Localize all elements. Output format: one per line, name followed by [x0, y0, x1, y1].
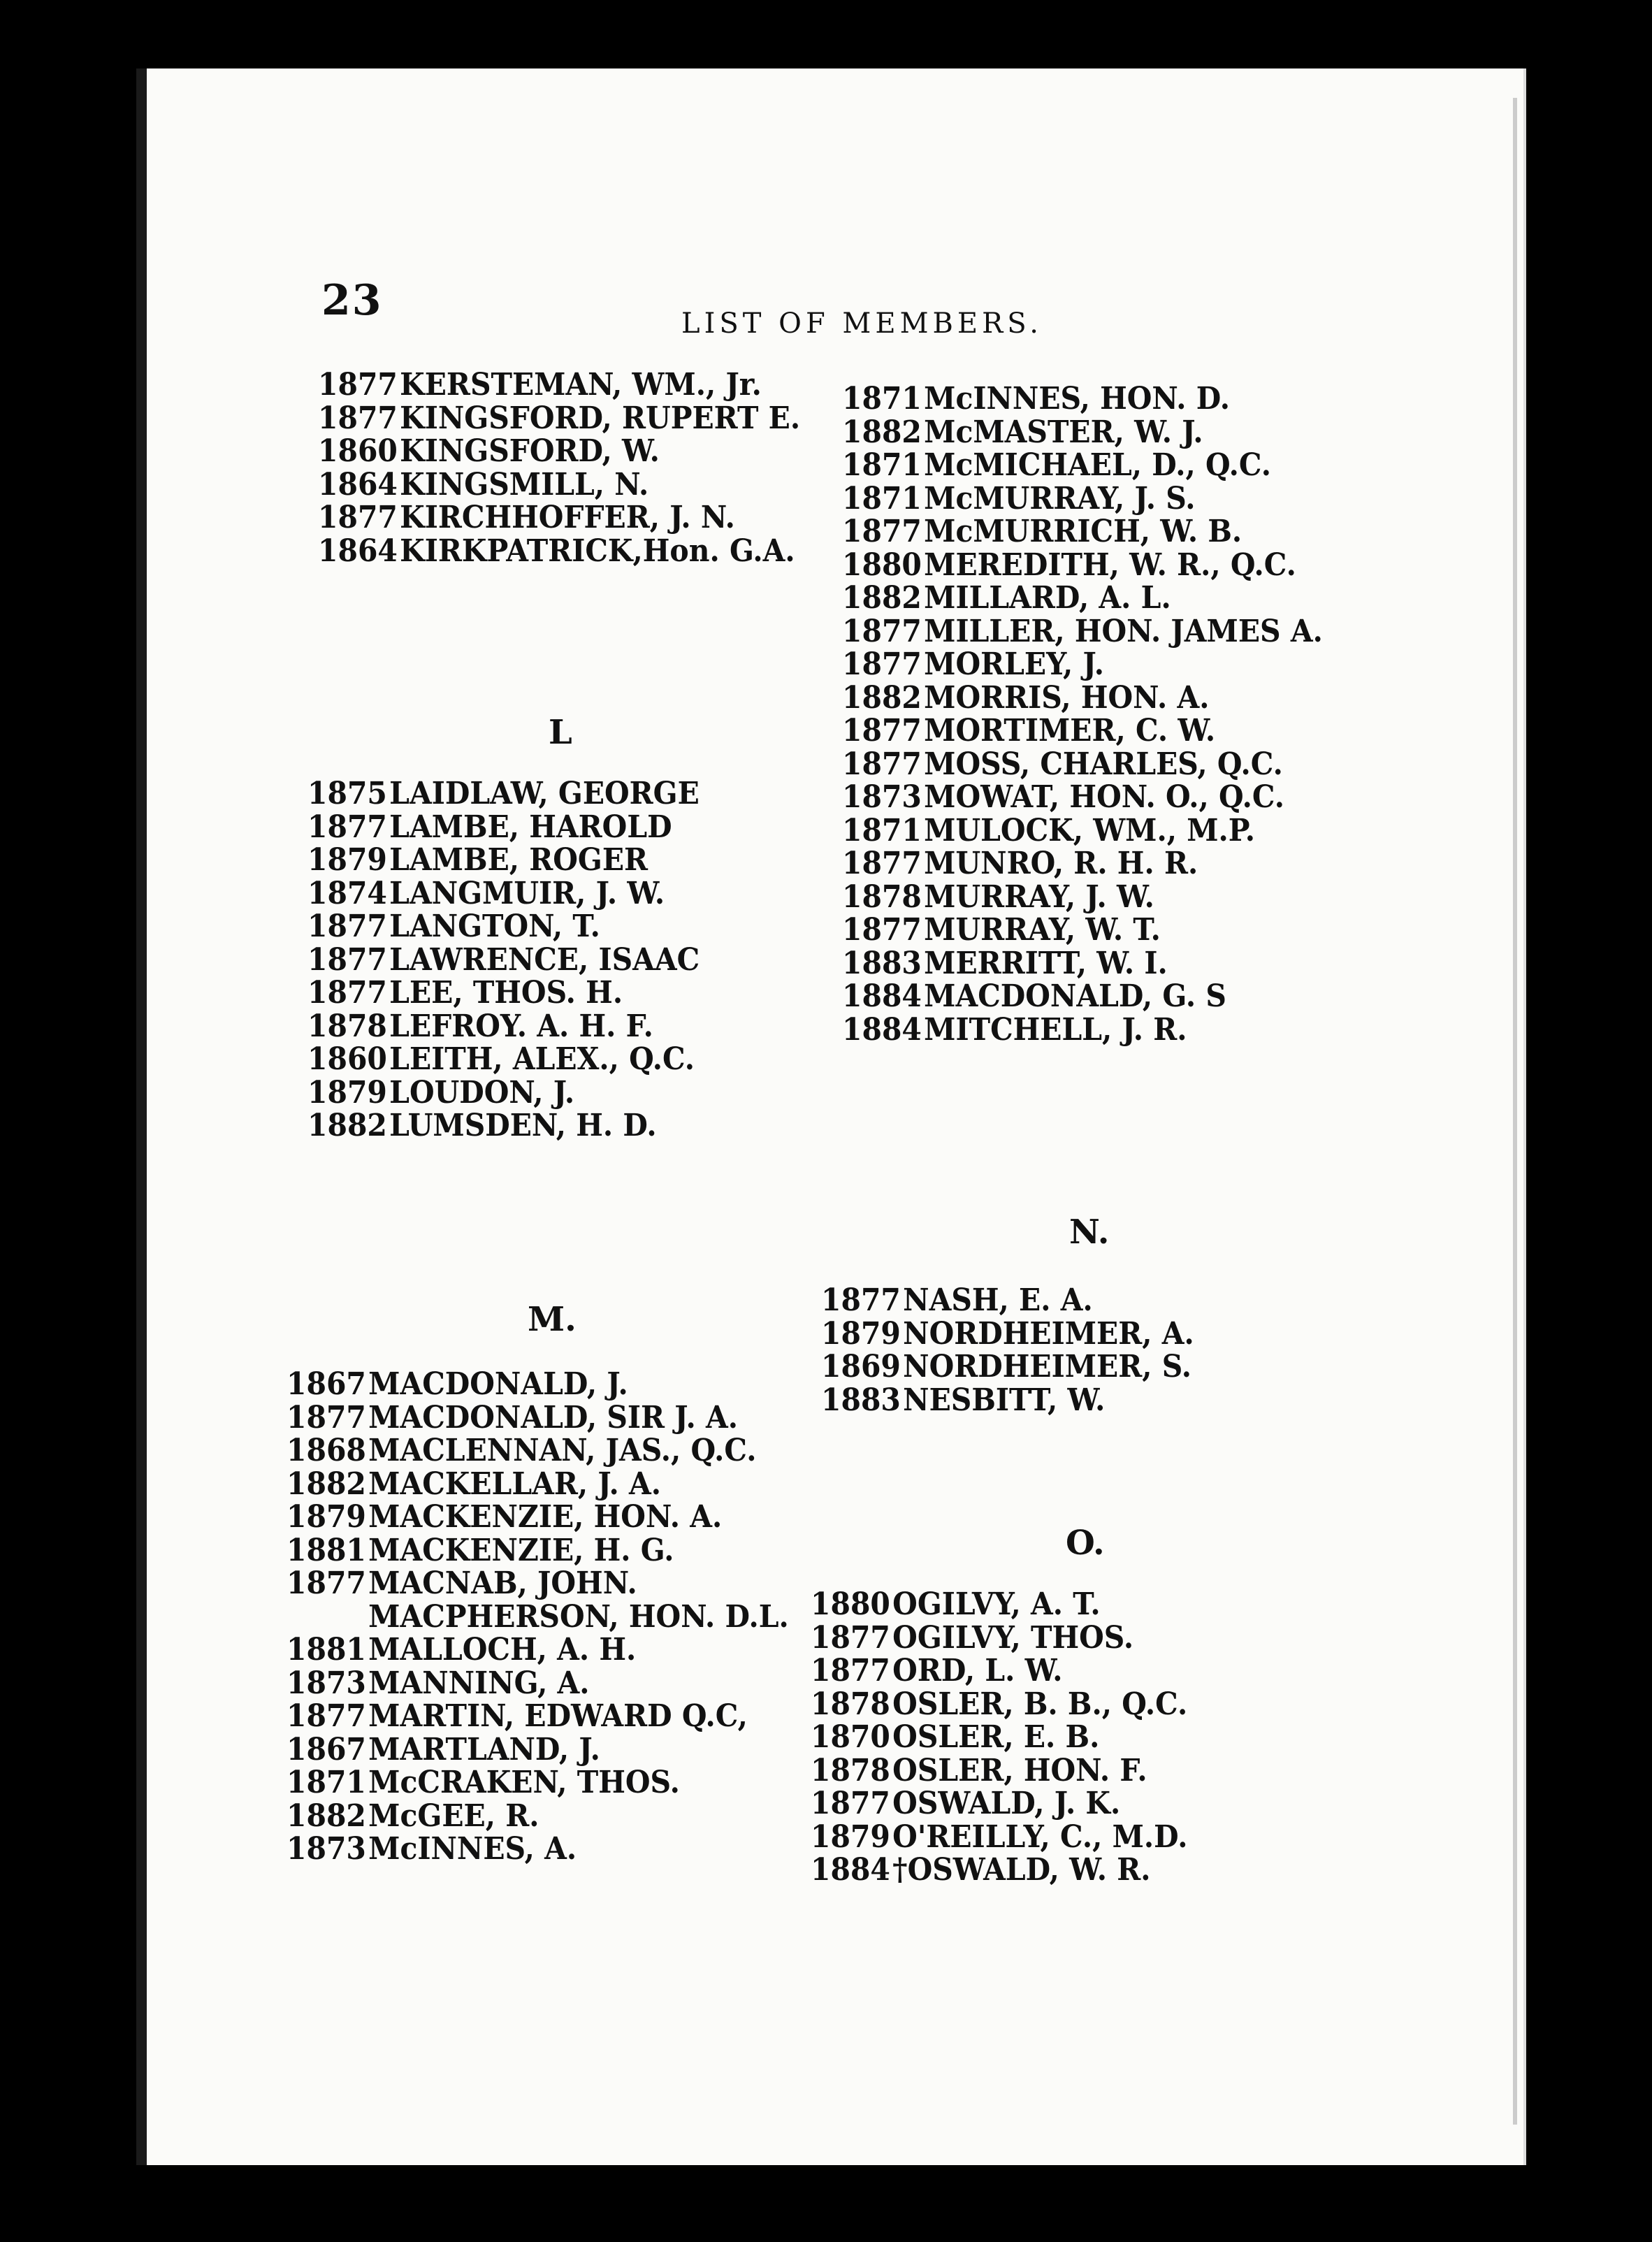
member-entry: [287, 1565, 637, 1601]
member-entry: [842, 946, 1168, 981]
member-year: 1871: [842, 812, 922, 848]
member-entry: [811, 1786, 1120, 1821]
member-name: LEFROY. A. H. F.: [389, 1008, 653, 1044]
member-year: 1873: [287, 1831, 366, 1867]
member-entry: [811, 1686, 1187, 1722]
member-name: McMURRAY, J. S.: [924, 480, 1196, 516]
member-name: KIRKPATRICK,Hon. G.A.: [400, 533, 795, 569]
member-year: 1882: [287, 1466, 366, 1502]
page-edge: [1513, 98, 1517, 2125]
member-year: 1877: [842, 746, 922, 782]
member-year: 1873: [842, 779, 922, 815]
member-entry: [842, 514, 1242, 549]
member-entry: [811, 1653, 1062, 1688]
member-name: NORDHEIMER, A.: [903, 1315, 1194, 1352]
member-entry: [318, 500, 735, 535]
member-year: 1877: [307, 975, 387, 1011]
member-entry: [307, 776, 700, 811]
member-year: 1883: [821, 1382, 901, 1418]
member-entry: [287, 1632, 636, 1668]
member-name: MOSS, CHARLES, Q.C.: [924, 746, 1283, 782]
member-entry: [307, 876, 665, 911]
member-entry: [842, 547, 1296, 583]
member-year: 1883: [842, 945, 922, 981]
page-number: 23: [321, 276, 383, 325]
member-entry: [287, 1499, 722, 1535]
member-name: MUNRO, R. H. R.: [924, 846, 1198, 881]
member-name: MURRAY, J. W.: [924, 878, 1154, 915]
member-name: MACPHERSON, HON. D.L.: [368, 1598, 789, 1635]
member-year: 1880: [842, 547, 922, 583]
member-name: MACKENZIE, H. G.: [368, 1532, 674, 1568]
member-year: 1884: [842, 1011, 922, 1048]
adjacent-page-edge: [1523, 68, 1547, 2165]
member-name: MORRIS, HON. A.: [924, 679, 1210, 716]
member-entry: [821, 1382, 1105, 1418]
member-year: 1881: [287, 1532, 366, 1568]
member-year: 1882: [307, 1108, 387, 1143]
member-entry: [287, 1366, 628, 1402]
member-year: 1864: [318, 533, 398, 569]
member-name: MARTLAND, J.: [368, 1731, 600, 1767]
member-name: MACKENZIE, HON. A.: [368, 1499, 723, 1535]
member-name: McGEE, R.: [368, 1798, 539, 1834]
member-entry: [307, 909, 600, 944]
member-entry: [307, 842, 648, 878]
member-year: 1877: [842, 713, 922, 748]
member-year: 1882: [842, 414, 922, 450]
member-year: 1877: [287, 1565, 366, 1601]
member-year: 1877: [842, 846, 922, 881]
member-name: LANGMUIR, J. W.: [389, 875, 665, 911]
member-year: 1874: [307, 875, 387, 911]
member-year: 1877: [811, 1653, 890, 1688]
member-entry: [821, 1316, 1194, 1352]
member-entry: [842, 646, 1104, 682]
member-name: McINNES, HON. D.: [924, 381, 1230, 417]
member-entry: [307, 1075, 574, 1111]
member-year: 1878: [307, 1008, 387, 1044]
member-name: O'REILLY, C., M.D.: [892, 1818, 1188, 1855]
member-name: LOUDON, J.: [389, 1074, 575, 1111]
member-entry: [842, 1012, 1187, 1048]
member-year: 1877: [307, 909, 387, 944]
member-entry: [811, 1753, 1147, 1788]
member-entry: [287, 1798, 539, 1834]
member-year: 1878: [811, 1686, 890, 1722]
member-year: 1877: [811, 1619, 890, 1656]
member-entry: [307, 1108, 657, 1143]
member-entry: [821, 1349, 1191, 1384]
member-year: 1884: [811, 1852, 890, 1888]
member-year: 1878: [811, 1752, 890, 1788]
member-year: 1882: [287, 1798, 366, 1834]
member-name: KIRCHHOFFER, J. N.: [400, 500, 735, 535]
member-year: 1877: [287, 1399, 366, 1435]
member-entry: [287, 1698, 748, 1734]
member-year: 1879: [821, 1315, 901, 1352]
member-name: LANGTON, T.: [389, 909, 600, 944]
member-name: MACDONALD, J.: [368, 1366, 628, 1402]
member-name: KINGSFORD, RUPERT E.: [400, 400, 801, 436]
member-name: MACDONALD, G. S: [924, 978, 1226, 1014]
member-name: McCRAKEN, THOS.: [368, 1765, 680, 1800]
member-year: 1871: [842, 447, 922, 483]
member-year: 1877: [318, 367, 398, 403]
member-year: 1864: [318, 466, 398, 502]
member-year: 1868: [287, 1433, 366, 1468]
member-year: 1881: [287, 1632, 366, 1668]
running-header: LIST OF MEMBERS.: [681, 308, 1043, 340]
member-name: LEITH, ALEX., Q.C.: [389, 1041, 695, 1077]
member-entry: [287, 1533, 674, 1568]
member-name: MACKELLAR, J. A.: [368, 1466, 662, 1502]
member-entry: [307, 942, 700, 978]
member-year: 1879: [811, 1818, 890, 1855]
member-entry: [307, 1008, 653, 1044]
member-name: KERSTEMAN, WM., Jr.: [400, 367, 762, 403]
member-name: MERRITT, W. I.: [924, 945, 1168, 981]
member-name: MOWAT, HON. O., Q.C.: [924, 779, 1284, 815]
member-name: MORTIMER, C. W.: [924, 713, 1216, 748]
member-year: 1860: [307, 1041, 387, 1077]
member-name: †OSWALD, W. R.: [892, 1852, 1151, 1888]
member-year: 1871: [287, 1765, 366, 1800]
member-name: LAIDLAW, GEORGE: [389, 776, 700, 811]
member-entry: [811, 1852, 1150, 1888]
member-year: 1877: [842, 646, 922, 682]
member-name: MITCHELL, J. R.: [924, 1011, 1187, 1048]
member-year: 1880: [811, 1586, 890, 1622]
member-entry: [307, 975, 623, 1011]
member-name: KINGSFORD, W.: [400, 433, 660, 469]
section-heading-n: N.: [1069, 1213, 1110, 1252]
member-name: MALLOCH, A. H.: [368, 1632, 637, 1668]
member-entry: [842, 614, 1323, 649]
member-year: 1867: [287, 1366, 366, 1402]
member-entry: [318, 433, 660, 469]
member-name: MARTIN, EDWARD Q.C,: [368, 1698, 748, 1734]
member-year: 1877: [811, 1786, 890, 1821]
member-name: McMURRICH, W. B.: [924, 514, 1242, 549]
member-name: MORLEY, J.: [924, 646, 1104, 682]
member-name: MACNAB, JOHN.: [368, 1565, 637, 1601]
member-year: 1877: [842, 514, 922, 549]
member-name: MULOCK, WM., M.P.: [924, 812, 1255, 848]
member-entry: [842, 879, 1154, 915]
member-name: McMICHAEL, D., Q.C.: [924, 447, 1271, 483]
member-name: LUMSDEN, H. D.: [389, 1108, 657, 1143]
member-entry: [287, 1831, 577, 1867]
member-year: 1875: [307, 776, 387, 811]
member-name: McINNES, A.: [368, 1831, 577, 1867]
member-entry: [307, 1041, 695, 1077]
member-name: MANNING, A.: [368, 1665, 590, 1701]
member-entry: [842, 746, 1283, 782]
member-name: OSLER, HON. F.: [892, 1752, 1147, 1788]
member-year: 1873: [287, 1665, 366, 1701]
member-entry: [811, 1586, 1101, 1622]
member-year: 1869: [821, 1349, 901, 1384]
member-entry: [842, 481, 1196, 516]
member-year: 1860: [318, 433, 398, 469]
member-entry: [842, 779, 1284, 815]
member-entry: [811, 1819, 1187, 1855]
member-name: KINGSMILL, N.: [400, 466, 649, 502]
member-year: 1867: [287, 1731, 366, 1767]
member-year: 1882: [842, 679, 922, 716]
member-entry: [842, 680, 1209, 716]
member-name: MILLARD, A. L.: [924, 580, 1171, 616]
member-entry: [307, 809, 672, 845]
member-name: LAWRENCE, ISAAC: [389, 941, 700, 978]
member-year: 1877: [318, 400, 398, 436]
member-name: OSLER, B. B., Q.C.: [892, 1686, 1188, 1722]
member-entry: [842, 912, 1161, 948]
member-year: 1870: [811, 1719, 890, 1755]
member-entry: [287, 1665, 590, 1701]
member-name: McMASTER, W. J.: [924, 414, 1203, 450]
member-entry: [287, 1433, 756, 1468]
member-year: 1877: [287, 1698, 366, 1734]
member-entry: [287, 1765, 680, 1800]
member-entry: [842, 713, 1215, 748]
member-entry: [842, 580, 1171, 616]
member-year: 1871: [842, 381, 922, 417]
member-year: 1879: [307, 842, 387, 878]
section-heading-m: M.: [528, 1300, 577, 1339]
member-name: MACLENNAN, JAS., Q.C.: [368, 1433, 757, 1468]
member-name: LEE, THOS. H.: [389, 975, 623, 1011]
member-entry: [287, 1732, 600, 1767]
member-entry: [811, 1719, 1099, 1755]
member-name: OGILVY, THOS.: [892, 1619, 1134, 1656]
member-name: ORD, L. W.: [892, 1653, 1063, 1688]
member-name: MILLER, HON. JAMES A.: [924, 613, 1323, 649]
member-entry: [842, 447, 1271, 483]
member-entry: [318, 400, 800, 436]
member-name: NESBITT, W.: [903, 1382, 1106, 1418]
member-name: OGILVY, A. T.: [892, 1586, 1101, 1622]
member-name: MURRAY, W. T.: [924, 912, 1161, 948]
member-year: 1882: [842, 580, 922, 616]
member-year: 1877: [318, 500, 398, 535]
member-name: OSLER, E. B.: [892, 1719, 1100, 1755]
member-name: MEREDITH, W. R., Q.C.: [924, 547, 1296, 583]
member-entry: [287, 1400, 738, 1435]
member-entry: [842, 846, 1198, 881]
member-entry: [287, 1599, 789, 1635]
member-year: 1877: [821, 1282, 901, 1318]
section-heading-o: O.: [1066, 1524, 1105, 1563]
member-entry: [318, 367, 762, 403]
member-year: 1879: [287, 1499, 366, 1535]
member-year: 1878: [842, 878, 922, 915]
member-year: 1877: [307, 941, 387, 978]
member-name: NORDHEIMER, S.: [903, 1349, 1192, 1384]
book-binding-left: [136, 68, 147, 2165]
member-entry: [821, 1282, 1093, 1318]
member-entry: [318, 533, 795, 569]
member-year: 1877: [307, 809, 387, 845]
member-year: 1877: [842, 912, 922, 948]
member-entry: [842, 813, 1255, 848]
section-heading-l: L: [549, 713, 572, 752]
member-entry: [318, 467, 649, 502]
member-entry: [842, 978, 1226, 1014]
member-year: 1884: [842, 978, 922, 1014]
member-name: OSWALD, J. K.: [892, 1786, 1121, 1821]
member-year: 1879: [307, 1074, 387, 1111]
member-year: 1871: [842, 480, 922, 516]
member-year: 1877: [842, 613, 922, 649]
member-entry: [842, 414, 1203, 450]
member-name: LAMBE, HAROLD: [389, 809, 672, 845]
member-name: MACDONALD, SIR J. A.: [368, 1399, 738, 1435]
member-name: LAMBE, ROGER: [389, 842, 649, 878]
member-entry: [811, 1620, 1133, 1656]
member-entry: [287, 1466, 661, 1502]
member-entry: [842, 381, 1230, 417]
member-name: NASH, E. A.: [903, 1282, 1093, 1318]
